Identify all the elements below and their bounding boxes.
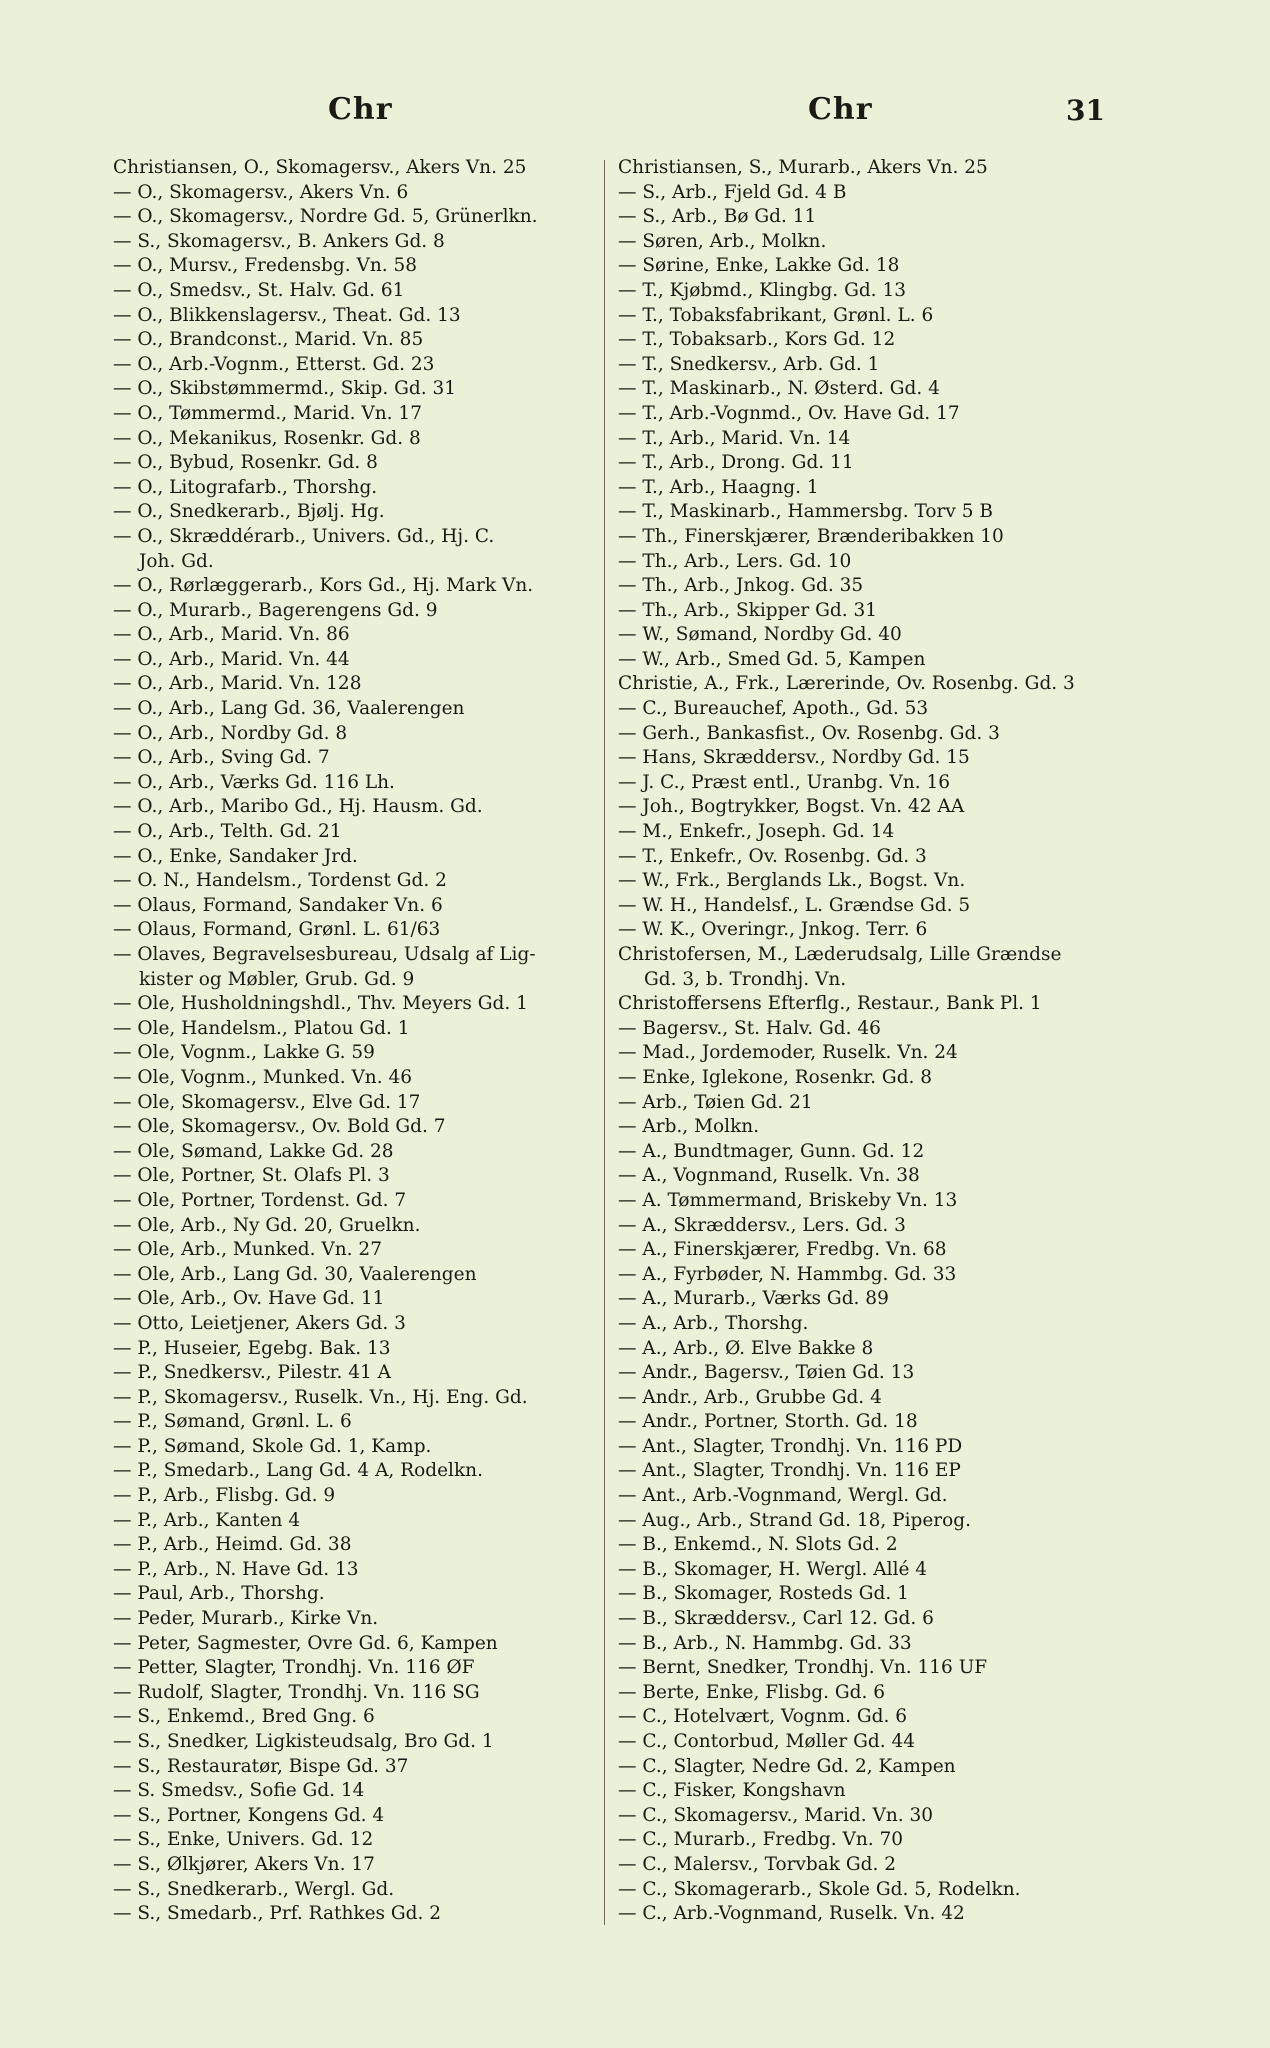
directory-entry: — S., Arb., Fjeld Gd. 4 B [618, 181, 847, 203]
directory-entry: — B., Skomager, Rosteds Gd. 1 [618, 1583, 909, 1605]
directory-entry: — O., Arb., Marid. Vn. 44 [113, 648, 350, 670]
directory-entry: — Bagersv., St. Halv. Gd. 46 [618, 1017, 881, 1039]
directory-entry: — B., Enkemd., N. Slots Gd. 2 [618, 1534, 898, 1556]
directory-entry: — O. N., Handelsm., Tordenst Gd. 2 [113, 870, 447, 892]
directory-entry: — Peter, Sagmester, Ovre Gd. 6, Kampen [113, 1632, 498, 1654]
directory-entry: Gd. 3, b. Trondhj. Vn. [644, 968, 847, 990]
directory-entry: — Enke, Iglekone, Rosenkr. Gd. 8 [618, 1066, 933, 1088]
directory-entry: — O., Arb., Lang Gd. 36, Vaalerengen [113, 698, 465, 720]
directory-entry: — A., Vognmand, Ruselk. Vn. 38 [618, 1165, 920, 1187]
directory-entry: — P., Arb., Kanten 4 [113, 1509, 301, 1531]
directory-entry: — O., Blikkenslagersv., Theat. Gd. 13 [113, 304, 461, 326]
directory-entry: — O., Rørlæggerarb., Kors Gd., Hj. Mark Vn. [113, 575, 534, 597]
directory-entry: — P., Arb., Flisbg. Gd. 9 [113, 1485, 336, 1507]
directory-entry: — C., Arb.-Vognmand, Ruselk. Vn. 42 [618, 1903, 965, 1925]
directory-entry: — O., Skomagersv., Akers Vn. 6 [113, 181, 409, 203]
directory-entry: — Otto, Leietjener, Akers Gd. 3 [113, 1312, 406, 1334]
directory-entry: kister og Møbler, Grub. Gd. 9 [139, 968, 415, 990]
directory-entry: — Ole, Portner, Tordenst. Gd. 7 [113, 1189, 407, 1211]
directory-entry: — O., Skibstømmermd., Skip. Gd. 31 [113, 378, 457, 400]
directory-entry: — O., Skræddérarb., Univers. Gd., Hj. C. [113, 525, 495, 547]
directory-entry: — P., Smedarb., Lang Gd. 4 A, Rodelkn. [113, 1460, 483, 1482]
directory-entry: — S., Smedarb., Prf. Rathkes Gd. 2 [113, 1903, 442, 1925]
directory-entry: — Petter, Slagter, Trondhj. Vn. 116 ØF [113, 1657, 475, 1679]
directory-entry: — A., Murarb., Værks Gd. 89 [618, 1288, 889, 1310]
left-header: Chr [328, 92, 393, 127]
directory-entry: — Joh., Bogtrykker, Bogst. Vn. 42 AA [618, 796, 965, 818]
directory-entry: — S., Enkemd., Bred Gng. 6 [113, 1706, 375, 1728]
directory-entry: — Andr., Arb., Grubbe Gd. 4 [618, 1386, 882, 1408]
directory-entry: — A., Arb., Thorshg. [618, 1312, 809, 1334]
directory-entry: — T., Snedkersv., Arb. Gd. 1 [618, 353, 880, 375]
directory-entry: — A., Arb., Ø. Elve Bakke 8 [618, 1337, 874, 1359]
directory-entry: Christie, A., Frk., Lærerinde, Ov. Rosenbg. Gd. 3 [618, 673, 1075, 695]
directory-entry: — Sørine, Enke, Lakke Gd. 18 [618, 255, 900, 277]
directory-entry: — O., Arb., Sving Gd. 7 [113, 747, 330, 769]
directory-entry: — Bernt, Snedker, Trondhj. Vn. 116 UF [618, 1657, 988, 1679]
directory-entry: — Hans, Skræddersv., Nordby Gd. 15 [618, 747, 970, 769]
page-number: 31 [1066, 94, 1105, 127]
directory-entry: — T., Arb., Haagng. 1 [618, 476, 819, 498]
directory-entry: — A., Finerskjærer, Fredbg. Vn. 68 [618, 1239, 947, 1261]
directory-entry: — O., Snedkerarb., Bjølj. Hg. [113, 501, 385, 523]
right-header: Chr [808, 92, 873, 127]
directory-entry: — Ole, Husholdningshdl., Thv. Meyers Gd. 1 [113, 993, 528, 1015]
directory-entry: — T., Tobaksarb., Kors Gd. 12 [618, 329, 896, 351]
directory-entry: — Rudolf, Slagter, Trondhj. Vn. 116 SG [113, 1681, 480, 1703]
directory-entry: — Mad., Jordemoder, Ruselk. Vn. 24 [618, 1042, 958, 1064]
directory-entry: — Ant., Slagter, Trondhj. Vn. 116 PD [618, 1435, 963, 1457]
directory-entry: — O., Arb., Maribo Gd., Hj. Hausm. Gd. [113, 796, 483, 818]
directory-entry: — B., Skræddersv., Carl 12. Gd. 6 [618, 1608, 934, 1630]
column-divider [604, 160, 605, 1925]
directory-entry: — T., Maskinarb., Hammersbg. Torv 5 B [618, 501, 993, 523]
directory-entry: — C., Bureauchef, Apoth., Gd. 53 [618, 698, 929, 720]
directory-entry: — Ole, Skomagersv., Elve Gd. 17 [113, 1091, 421, 1113]
directory-entry: — A., Skræddersv., Lers. Gd. 3 [618, 1214, 906, 1236]
directory-entry: — B., Arb., N. Hammbg. Gd. 33 [618, 1632, 912, 1654]
directory-entry: — P., Arb., Heimd. Gd. 38 [113, 1534, 352, 1556]
directory-entry: — S. Smedsv., Sofie Gd. 14 [113, 1780, 365, 1802]
directory-entry: — O., Smedsv., St. Halv. Gd. 61 [113, 279, 405, 301]
directory-entry: — C., Skomagersv., Marid. Vn. 30 [618, 1804, 934, 1826]
directory-entry: — T., Arb., Drong. Gd. 11 [618, 452, 854, 474]
directory-entry: — Søren, Arb., Molkn. [618, 230, 827, 252]
directory-entry: — Ole, Arb., Ov. Have Gd. 11 [113, 1288, 385, 1310]
directory-entry: — Th., Arb., Jnkog. Gd. 35 [618, 575, 864, 597]
directory-entry: — C., Skomagerarb., Skole Gd. 5, Rodelkn. [618, 1878, 1021, 1900]
directory-entry: — W. H., Handelsf., L. Grændse Gd. 5 [618, 894, 971, 916]
directory-entry: — Ole, Vognm., Lakke G. 59 [113, 1042, 375, 1064]
directory-entry: — P., Skomagersv., Ruselk. Vn., Hj. Eng. Gd. [113, 1386, 528, 1408]
directory-entry: — O., Mekanikus, Rosenkr. Gd. 8 [113, 427, 421, 449]
directory-entry: — C., Murarb., Fredbg. Vn. 70 [618, 1829, 904, 1851]
directory-entry: — Ant., Slagter, Trondhj. Vn. 116 EP [618, 1460, 961, 1482]
directory-entry: — A., Fyrbøder, N. Hammbg. Gd. 33 [618, 1263, 957, 1285]
directory-entry: — P., Snedkersv., Pilestr. 41 A [113, 1362, 392, 1384]
directory-entry: — S., Ølkjører, Akers Vn. 17 [113, 1853, 375, 1875]
directory-entry: — Ole, Portner, St. Olafs Pl. 3 [113, 1165, 390, 1187]
directory-entry: — W. K., Overingr., Jnkog. Terr. 6 [618, 919, 928, 941]
directory-entry: — Berte, Enke, Flisbg. Gd. 6 [618, 1681, 886, 1703]
directory-entry: — O., Skomagersv., Nordre Gd. 5, Grünerlkn. [113, 206, 538, 228]
directory-entry: — S., Portner, Kongens Gd. 4 [113, 1804, 385, 1826]
directory-entry: — Th., Arb., Skipper Gd. 31 [618, 599, 878, 621]
directory-entry: — B., Skomager, H. Wergl. Allé 4 [618, 1558, 928, 1580]
directory-entry: — P., Arb., N. Have Gd. 13 [113, 1558, 359, 1580]
directory-entry: — Paul, Arb., Thorshg. [113, 1583, 325, 1605]
directory-entry: — S., Enke, Univers. Gd. 12 [113, 1829, 374, 1851]
directory-entry: Christofersen, M., Læderudsalg, Lille Grændse [618, 944, 1062, 965]
directory-entry: — P., Huseier, Egebg. Bak. 13 [113, 1337, 391, 1359]
directory-entry: — O., Arb., Marid. Vn. 128 [113, 673, 362, 695]
directory-entry: — S., Skomagersv., B. Ankers Gd. 8 [113, 230, 445, 252]
directory-entry: — Olaus, Formand, Sandaker Vn. 6 [113, 894, 443, 916]
directory-entry: — M., Enkefr., Joseph. Gd. 14 [618, 821, 895, 843]
directory-entry: — O., Enke, Sandaker Jrd. [113, 845, 358, 867]
directory-entry: — Peder, Murarb., Kirke Vn. [113, 1608, 379, 1630]
directory-entry: — O., Bybud, Rosenkr. Gd. 8 [113, 452, 378, 474]
directory-entry: — S., Arb., Bø Gd. 11 [618, 206, 817, 228]
directory-entry: — T., Kjøbmd., Klingbg. Gd. 13 [618, 279, 906, 301]
directory-entry: — T., Arb.-Vognmd., Ov. Have Gd. 17 [618, 402, 960, 424]
left-column [113, 156, 603, 1927]
directory-entry: — O., Arb., Marid. Vn. 86 [113, 624, 350, 646]
directory-entry: — C., Hotelvært, Vognm. Gd. 6 [618, 1706, 907, 1728]
directory-entry: — Gerh., Bankasfist., Ov. Rosenbg. Gd. 3 [618, 722, 1000, 744]
directory-entry: — S., Restauratør, Bispe Gd. 37 [113, 1755, 409, 1777]
directory-entry: — Ole, Handelsm., Platou Gd. 1 [113, 1017, 410, 1039]
directory-entry: Christiansen, S., Murarb., Akers Vn. 25 [618, 157, 988, 178]
directory-entry: — Andr., Bagersv., Tøien Gd. 13 [618, 1362, 915, 1384]
directory-entry: — Ole, Vognm., Munked. Vn. 46 [113, 1066, 413, 1088]
directory-entry: — O., Tømmermd., Marid. Vn. 17 [113, 402, 422, 424]
directory-entry: — T., Maskinarb., N. Østerd. Gd. 4 [618, 378, 940, 400]
directory-entry: — W., Frk., Berglands Lk., Bogst. Vn. [618, 870, 966, 892]
directory-entry: Christoffersens Efterflg., Restaur., Bank Pl. 1 [618, 993, 1042, 1015]
directory-entry: — W., Sømand, Nordby Gd. 40 [618, 624, 902, 646]
directory-entry: — C., Contorbud, Møller Gd. 44 [618, 1731, 916, 1752]
right-column [618, 156, 1138, 1927]
directory-entry: — Olaus, Formand, Grønl. L. 61/63 [113, 919, 441, 941]
directory-entry: — Ole, Arb., Ny Gd. 20, Gruelkn. [113, 1214, 421, 1236]
directory-entry: — O., Murarb., Bagerengens Gd. 9 [113, 599, 438, 621]
directory-entry: — T., Enkefr., Ov. Rosenbg. Gd. 3 [618, 845, 927, 867]
directory-entry: — Aug., Arb., Strand Gd. 18, Piperog. [618, 1509, 971, 1531]
directory-entry: — Th., Finerskjærer, Brænderibakken 10 [618, 525, 1004, 547]
directory-entry: — Ole, Arb., Munked. Vn. 27 [113, 1239, 382, 1261]
directory-entry: — W., Arb., Smed Gd. 5, Kampen [618, 648, 926, 670]
directory-entry: — O., Arb., Værks Gd. 116 Lh. [113, 771, 395, 793]
directory-entry: — Ant., Arb.-Vognmand, Wergl. Gd. [618, 1485, 948, 1507]
directory-entry: — Arb., Molkn. [618, 1116, 760, 1138]
directory-entry: Christiansen, O., Skomagersv., Akers Vn. 25 [113, 157, 527, 178]
directory-entry: — P., Sømand, Grønl. L. 6 [113, 1411, 352, 1433]
directory-entry: — O., Arb., Telth. Gd. 21 [113, 821, 342, 843]
directory-entry: — Ole, Skomagersv., Ov. Bold Gd. 7 [113, 1116, 446, 1138]
directory-entry: — C., Malersv., Torvbak Gd. 2 [618, 1853, 897, 1875]
directory-entry: — S., Snedkerarb., Wergl. Gd. [113, 1878, 395, 1900]
directory-entry: — C., Fisker, Kongshavn [618, 1780, 846, 1802]
directory-entry: — C., Slagter, Nedre Gd. 2, Kampen [618, 1755, 956, 1777]
directory-entry: — Olaves, Begravelsesbureau, Udsalg af Lig- [113, 944, 536, 965]
directory-entry: — O., Arb., Nordby Gd. 8 [113, 722, 348, 744]
directory-entry: — A., Bundtmager, Gunn. Gd. 12 [618, 1140, 925, 1162]
directory-entry: — T., Arb., Marid. Vn. 14 [618, 427, 851, 449]
directory-entry: — Andr., Portner, Storth. Gd. 18 [618, 1411, 918, 1433]
directory-entry: — J. C., Præst entl., Uranbg. Vn. 16 [618, 771, 951, 793]
directory-entry: — Th., Arb., Lers. Gd. 10 [618, 550, 852, 572]
directory-entry: Joh. Gd. [139, 550, 214, 572]
directory-entry: — Ole, Sømand, Lakke Gd. 28 [113, 1140, 394, 1162]
directory-entry: — O., Arb.-Vognm., Etterst. Gd. 23 [113, 353, 435, 375]
directory-entry: — T., Tobaksfabrikant, Grønl. L. 6 [618, 304, 934, 326]
directory-entry: — O., Litografarb., Thorshg. [113, 476, 378, 498]
directory-entry: — Arb., Tøien Gd. 21 [618, 1091, 813, 1113]
directory-entry: — O., Mursv., Fredensbg. Vn. 58 [113, 255, 418, 277]
directory-entry: — P., Sømand, Skole Gd. 1, Kamp. [113, 1435, 432, 1457]
directory-entry: — S., Snedker, Ligkisteudsalg, Bro Gd. 1 [113, 1731, 494, 1752]
directory-entry: — Ole, Arb., Lang Gd. 30, Vaalerengen [113, 1263, 477, 1285]
directory-entry: — A. Tømmermand, Briskeby Vn. 13 [618, 1189, 958, 1211]
directory-entry: — O., Brandconst., Marid. Vn. 85 [113, 329, 424, 351]
